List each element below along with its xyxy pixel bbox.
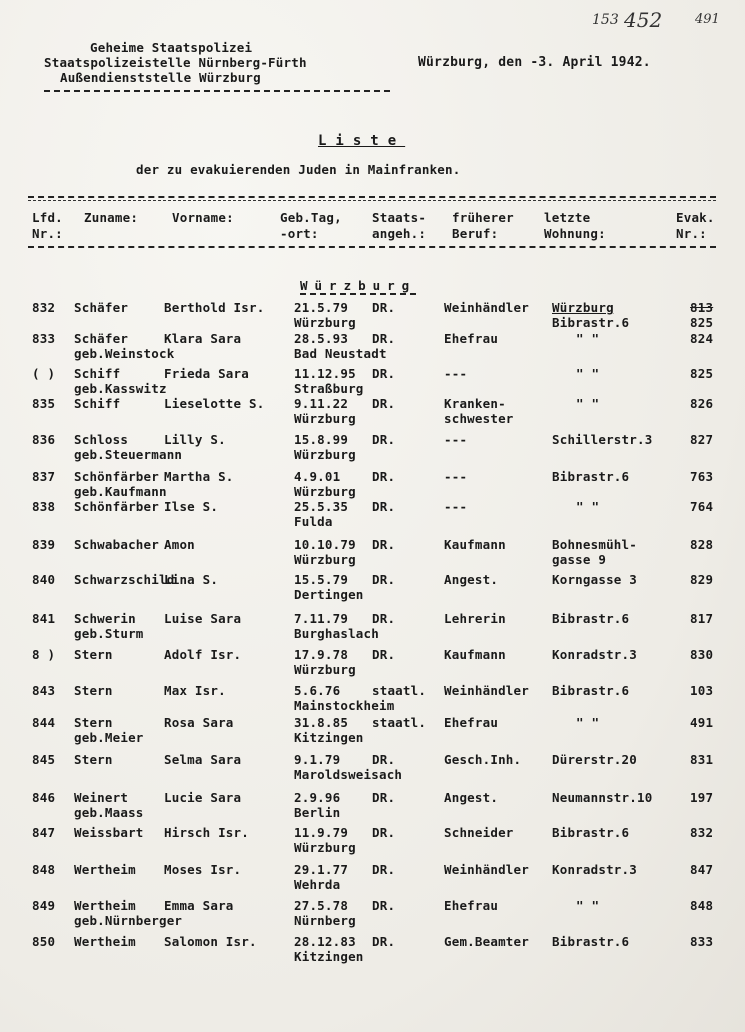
cell-geb: 4.9.01 bbox=[294, 469, 341, 484]
cell-wohnung: Konradstr.3 bbox=[552, 862, 637, 877]
col-vorname: Vorname: bbox=[172, 210, 234, 225]
table-row bbox=[0, 611, 745, 647]
cell-ort: Würzburg bbox=[294, 552, 356, 567]
cell-wohnung: Korngasse 3 bbox=[552, 572, 637, 587]
cell-wohnung: " " bbox=[576, 499, 600, 514]
table-row bbox=[0, 331, 745, 367]
cell-zuname2: geb.Kasswitz bbox=[74, 381, 167, 396]
table-row bbox=[0, 898, 745, 934]
cell-evak: 848 bbox=[690, 898, 714, 913]
header-bottom-rule bbox=[28, 246, 716, 248]
table-row bbox=[0, 499, 745, 535]
cell-nr: ( ) bbox=[32, 366, 56, 381]
cell-evak: 813 bbox=[690, 300, 714, 315]
table-row bbox=[0, 862, 745, 898]
col-lfd-nr: Lfd. Nr.: bbox=[32, 210, 63, 241]
cell-nr: 838 bbox=[32, 499, 56, 514]
cell-zuname: Stern bbox=[74, 752, 113, 767]
office-line-1: Geheime Staatspolizei bbox=[90, 40, 253, 55]
cell-staat: DR. bbox=[372, 611, 396, 626]
cell-vorname: Frieda Sara bbox=[164, 366, 249, 381]
table-row bbox=[0, 934, 745, 970]
cell-wohnung: " " bbox=[576, 898, 600, 913]
cell-zuname2: geb.Maass bbox=[74, 805, 144, 820]
cell-beruf: --- bbox=[444, 469, 468, 484]
cell-beruf: Weinhändler bbox=[444, 862, 529, 877]
table-row bbox=[0, 683, 745, 719]
cell-evak: 830 bbox=[690, 647, 714, 662]
cell-zuname: Schäfer bbox=[74, 300, 129, 315]
cell-beruf: Kaufmann bbox=[444, 537, 506, 552]
cell-evak: 833 bbox=[690, 934, 714, 949]
cell-wohnung: " " bbox=[576, 366, 600, 381]
cell-beruf: --- bbox=[444, 432, 468, 447]
col-wohnung: letzte Wohnung: bbox=[544, 210, 606, 241]
table-row bbox=[0, 715, 745, 751]
cell-nr: 841 bbox=[32, 611, 56, 626]
cell-beruf: Angest. bbox=[444, 572, 499, 587]
cell-zuname2: geb.Steuermann bbox=[74, 447, 183, 462]
cell-zuname: Weissbart bbox=[74, 825, 144, 840]
cell-beruf: Ehefrau bbox=[444, 715, 499, 730]
cell-staat: DR. bbox=[372, 825, 396, 840]
cell-staat: DR. bbox=[372, 396, 396, 411]
cell-zuname: Schwabacher bbox=[74, 537, 159, 552]
handwritten-page-number-1: 153 bbox=[592, 12, 619, 28]
cell-vorname: Max Isr. bbox=[164, 683, 226, 698]
cell-ort: Würzburg bbox=[294, 411, 356, 426]
cell-beruf: Weinhändler bbox=[444, 683, 529, 698]
cell-nr: 832 bbox=[32, 300, 56, 315]
cell-ort: Würzburg bbox=[294, 662, 356, 677]
cell-zuname: Schäfer bbox=[74, 331, 129, 346]
cell-wohnung: " " bbox=[576, 396, 600, 411]
cell-beruf: Angest. bbox=[444, 790, 499, 805]
cell-staat: DR. bbox=[372, 537, 396, 552]
cell-evak: 197 bbox=[690, 790, 714, 805]
col-evak-nr: Evak. Nr.: bbox=[676, 210, 715, 241]
cell-geb: 29.1.77 bbox=[294, 862, 349, 877]
cell-vorname: Emma Sara bbox=[164, 898, 234, 913]
cell-staat: DR. bbox=[372, 331, 396, 346]
cell-ort: Nürnberg bbox=[294, 913, 356, 928]
cell-nr: 837 bbox=[32, 469, 56, 484]
cell-staat: DR. bbox=[372, 572, 396, 587]
cell-geb: 11.12.95 bbox=[294, 366, 356, 381]
cell-staat: DR. bbox=[372, 790, 396, 805]
table-row bbox=[0, 572, 745, 608]
cell-vorname: Selma Sara bbox=[164, 752, 242, 767]
cell-vorname: Lilly S. bbox=[164, 432, 226, 447]
cell-nr: 846 bbox=[32, 790, 56, 805]
cell-vorname: Salomon Isr. bbox=[164, 934, 257, 949]
cell-ort: Würzburg bbox=[294, 840, 356, 855]
cell-vorname: Luise Sara bbox=[164, 611, 242, 626]
cell-zuname: Wertheim bbox=[74, 862, 136, 877]
cell-wohnung2: gasse 9 bbox=[552, 552, 607, 567]
cell-nr: 845 bbox=[32, 752, 56, 767]
table-row bbox=[0, 432, 745, 468]
cell-zuname: Schiff bbox=[74, 366, 121, 381]
cell-wohnung: Bibrastr.6 bbox=[552, 611, 630, 626]
col-zuname: Zuname: bbox=[84, 210, 139, 225]
cell-vorname: Adolf Isr. bbox=[164, 647, 242, 662]
cell-geb: 9.1.79 bbox=[294, 752, 341, 767]
section-title: Würzburg bbox=[300, 278, 417, 293]
cell-wohnung: Bibrastr.6 bbox=[552, 825, 630, 840]
cell-geb: 15.8.99 bbox=[294, 432, 349, 447]
cell-vorname: Lieselotte S. bbox=[164, 396, 265, 411]
cell-vorname: Klara Sara bbox=[164, 331, 242, 346]
cell-beruf: Ehefrau bbox=[444, 331, 499, 346]
cell-evak: 817 bbox=[690, 611, 714, 626]
cell-vorname: Lucie Sara bbox=[164, 790, 242, 805]
cell-evak: 827 bbox=[690, 432, 714, 447]
cell-wohnung: Bibrastr.6 bbox=[552, 934, 630, 949]
cell-staat: DR. bbox=[372, 469, 396, 484]
cell-zuname2: geb.Kaufmann bbox=[74, 484, 167, 499]
cell-geb: 21.5.79 bbox=[294, 300, 349, 315]
cell-wohnung: " " bbox=[576, 715, 600, 730]
handwritten-page-number-3: 491 bbox=[695, 12, 720, 27]
table-top-rule bbox=[28, 196, 716, 198]
cell-zuname2: geb.Meier bbox=[74, 730, 144, 745]
cell-vorname: Lina S. bbox=[164, 572, 219, 587]
cell-ort: Würzburg bbox=[294, 447, 356, 462]
office-line-2: Staatspolizeistelle Nürnberg-Fürth bbox=[44, 55, 307, 70]
table-row bbox=[0, 825, 745, 861]
cell-staat: DR. bbox=[372, 752, 396, 767]
cell-beruf: Kranken- bbox=[444, 396, 506, 411]
cell-zuname: Schiff bbox=[74, 396, 121, 411]
cell-beruf: Gesch.Inh. bbox=[444, 752, 522, 767]
cell-geb: 15.5.79 bbox=[294, 572, 349, 587]
cell-evak: 825 bbox=[690, 366, 714, 381]
cell-vorname: Moses Isr. bbox=[164, 862, 242, 877]
cell-zuname: Schwarzschild bbox=[74, 572, 175, 587]
cell-geb: 2.9.96 bbox=[294, 790, 341, 805]
handwritten-page-number-2: 452 bbox=[624, 8, 663, 32]
cell-zuname: Wertheim bbox=[74, 934, 136, 949]
cell-wohnung: Konradstr.3 bbox=[552, 647, 637, 662]
cell-zuname2: geb.Nürnberger bbox=[74, 913, 183, 928]
cell-geb: 10.10.79 bbox=[294, 537, 356, 552]
cell-ort: Maroldsweisach bbox=[294, 767, 403, 782]
cell-beruf: --- bbox=[444, 366, 468, 381]
cell-wohnung: Bibrastr.6 bbox=[552, 469, 630, 484]
cell-staat: DR. bbox=[372, 499, 396, 514]
table-row bbox=[0, 396, 745, 432]
cell-geb: 5.6.76 bbox=[294, 683, 341, 698]
cell-ort: Straßburg bbox=[294, 381, 364, 396]
cell-zuname: Schloss bbox=[74, 432, 129, 447]
cell-evak: 847 bbox=[690, 862, 714, 877]
cell-zuname2: geb.Weinstock bbox=[74, 346, 175, 361]
cell-nr: 848 bbox=[32, 862, 56, 877]
cell-wohnung: Neumannstr.10 bbox=[552, 790, 653, 805]
table-row bbox=[0, 790, 745, 826]
cell-evak2: 825 bbox=[690, 315, 714, 330]
cell-ort: Mainstockheim bbox=[294, 698, 395, 713]
cell-nr: 8 ) bbox=[32, 647, 56, 662]
col-staat: Staats- angeh.: bbox=[372, 210, 427, 241]
cell-ort: Burghaslach bbox=[294, 626, 379, 641]
cell-nr: 833 bbox=[32, 331, 56, 346]
cell-zuname: Schwerin bbox=[74, 611, 136, 626]
cell-ort: Dertingen bbox=[294, 587, 364, 602]
col-beruf: früherer Beruf: bbox=[452, 210, 514, 241]
place-date: Würzburg, den -3. April 1942. bbox=[418, 55, 651, 70]
cell-wohnung2: Bibrastr.6 bbox=[552, 315, 630, 330]
cell-beruf: Weinhändler bbox=[444, 300, 529, 315]
cell-zuname: Weinert bbox=[74, 790, 129, 805]
cell-evak: 829 bbox=[690, 572, 714, 587]
cell-ort: Fulda bbox=[294, 514, 333, 529]
cell-vorname: Martha S. bbox=[164, 469, 234, 484]
cell-zuname2: geb.Sturm bbox=[74, 626, 144, 641]
cell-staat: DR. bbox=[372, 300, 396, 315]
cell-staat: DR. bbox=[372, 934, 396, 949]
cell-zuname: Stern bbox=[74, 715, 113, 730]
cell-evak: 491 bbox=[690, 715, 714, 730]
cell-beruf: Kaufmann bbox=[444, 647, 506, 662]
cell-geb: 31.8.85 bbox=[294, 715, 349, 730]
cell-staat: DR. bbox=[372, 898, 396, 913]
cell-evak: 824 bbox=[690, 331, 714, 346]
cell-evak: 764 bbox=[690, 499, 714, 514]
cell-geb: 25.5.35 bbox=[294, 499, 349, 514]
cell-nr: 847 bbox=[32, 825, 56, 840]
cell-evak: 763 bbox=[690, 469, 714, 484]
cell-ort: Wehrda bbox=[294, 877, 341, 892]
cell-staat: DR. bbox=[372, 647, 396, 662]
cell-nr: 843 bbox=[32, 683, 56, 698]
cell-ort: Kitzingen bbox=[294, 730, 364, 745]
cell-staat: DR. bbox=[372, 366, 396, 381]
cell-evak: 828 bbox=[690, 537, 714, 552]
cell-zuname: Wertheim bbox=[74, 898, 136, 913]
cell-wohnung: Bibrastr.6 bbox=[552, 683, 630, 698]
cell-beruf: Gem.Beamter bbox=[444, 934, 529, 949]
cell-nr: 850 bbox=[32, 934, 56, 949]
cell-beruf: Ehefrau bbox=[444, 898, 499, 913]
cell-ort: Würzburg bbox=[294, 484, 356, 499]
cell-evak: 826 bbox=[690, 396, 714, 411]
table-top-rule-2 bbox=[28, 200, 716, 201]
cell-ort: Bad Neustadt bbox=[294, 346, 387, 361]
cell-beruf: Lehrerin bbox=[444, 611, 506, 626]
cell-nr: 840 bbox=[32, 572, 56, 587]
cell-evak: 831 bbox=[690, 752, 714, 767]
cell-nr: 849 bbox=[32, 898, 56, 913]
cell-beruf: --- bbox=[444, 499, 468, 514]
cell-staat: staatl. bbox=[372, 715, 427, 730]
cell-geb: 27.5.78 bbox=[294, 898, 349, 913]
cell-wohnung: " " bbox=[576, 331, 600, 346]
cell-geb: 9.11.22 bbox=[294, 396, 349, 411]
table-row bbox=[0, 647, 745, 683]
cell-geb: 28.12.83 bbox=[294, 934, 356, 949]
cell-nr: 835 bbox=[32, 396, 56, 411]
cell-geb: 11.9.79 bbox=[294, 825, 349, 840]
cell-staat: DR. bbox=[372, 862, 396, 877]
cell-wohnung: Bohnesmühl- bbox=[552, 537, 637, 552]
cell-beruf: Schneider bbox=[444, 825, 514, 840]
table-row bbox=[0, 537, 745, 573]
cell-ort: Kitzingen bbox=[294, 949, 364, 964]
cell-evak: 832 bbox=[690, 825, 714, 840]
cell-vorname: Hirsch Isr. bbox=[164, 825, 249, 840]
cell-wohnung: Würzburg bbox=[552, 300, 614, 315]
table-row bbox=[0, 752, 745, 788]
cell-zuname: Stern bbox=[74, 647, 113, 662]
list-subtitle: der zu evakuierenden Juden in Mainfranken. bbox=[136, 162, 461, 177]
cell-nr: 844 bbox=[32, 715, 56, 730]
cell-nr: 839 bbox=[32, 537, 56, 552]
cell-vorname: Ilse S. bbox=[164, 499, 219, 514]
cell-beruf2: schwester bbox=[444, 411, 514, 426]
cell-wohnung: Schillerstr.3 bbox=[552, 432, 653, 447]
cell-geb: 28.5.93 bbox=[294, 331, 349, 346]
cell-ort: Würzburg bbox=[294, 315, 356, 330]
cell-staat: DR. bbox=[372, 432, 396, 447]
cell-nr: 836 bbox=[32, 432, 56, 447]
col-geb: Geb.Tag, -ort: bbox=[280, 210, 342, 241]
cell-staat: staatl. bbox=[372, 683, 427, 698]
cell-ort: Berlin bbox=[294, 805, 341, 820]
cell-zuname: Schönfärber bbox=[74, 469, 159, 484]
cell-vorname: Berthold Isr. bbox=[164, 300, 265, 315]
cell-zuname: Schönfärber bbox=[74, 499, 159, 514]
cell-zuname: Stern bbox=[74, 683, 113, 698]
cell-vorname: Amon bbox=[164, 537, 195, 552]
cell-geb: 17.9.78 bbox=[294, 647, 349, 662]
cell-evak: 103 bbox=[690, 683, 714, 698]
office-underline bbox=[44, 90, 390, 92]
cell-vorname: Rosa Sara bbox=[164, 715, 234, 730]
list-heading: Liste bbox=[318, 133, 406, 149]
cell-wohnung: Dürerstr.20 bbox=[552, 752, 637, 767]
cell-geb: 7.11.79 bbox=[294, 611, 349, 626]
office-line-3: Außendienststelle Würzburg bbox=[60, 70, 261, 85]
